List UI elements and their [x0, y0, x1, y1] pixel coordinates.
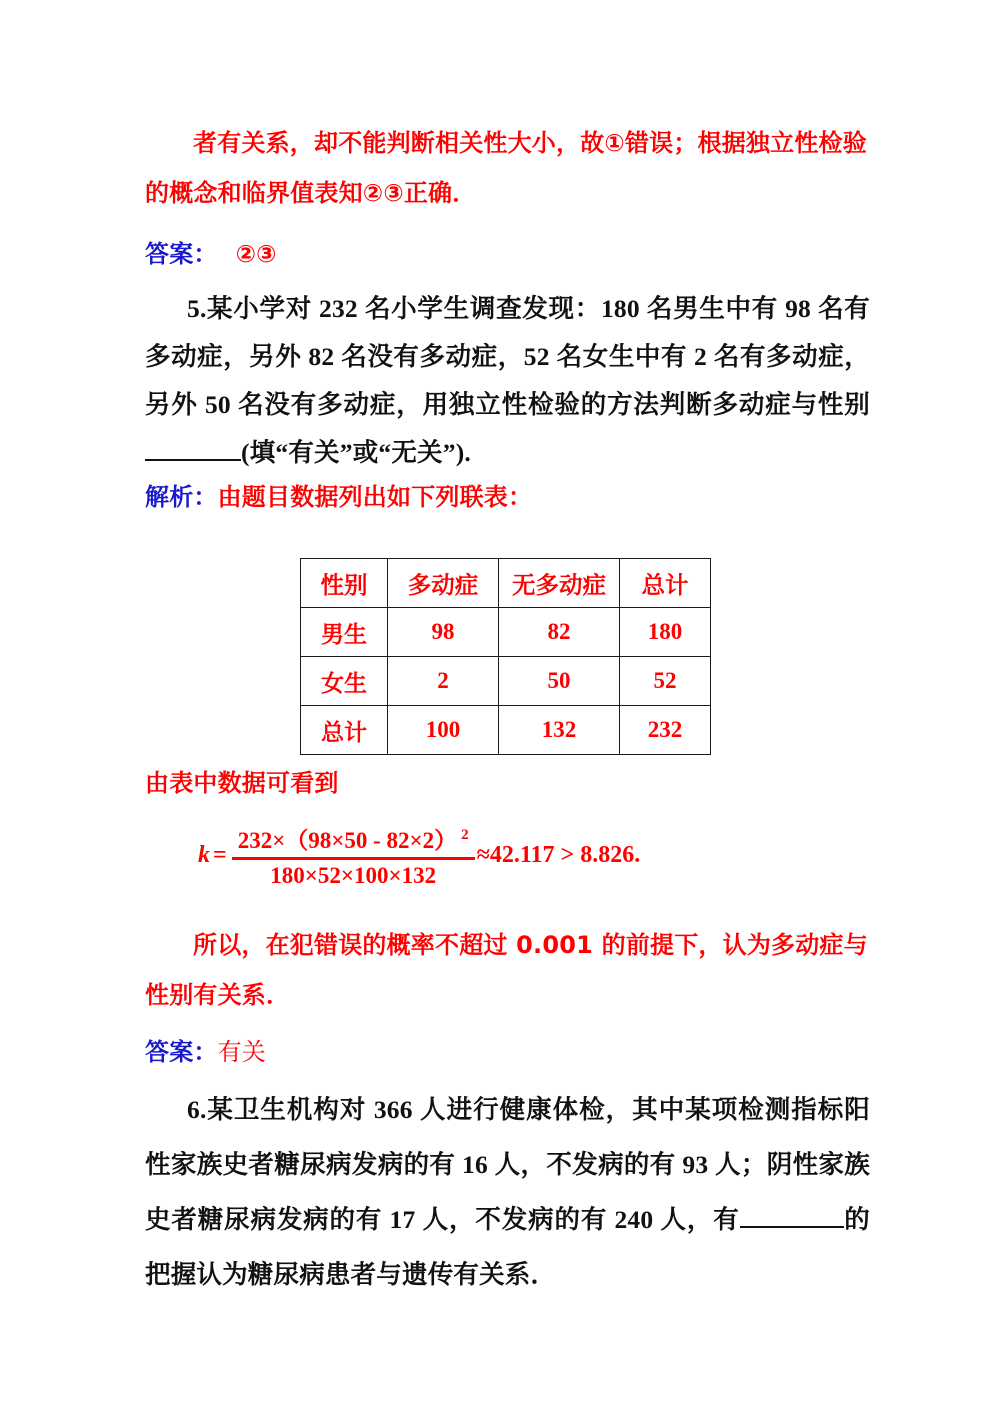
solution-5-conclusion [145, 920, 870, 1020]
table-row [301, 608, 711, 657]
answer-label-5: 答案： [145, 1038, 218, 1066]
table-row [301, 657, 711, 706]
question-5-blank[interactable] [145, 459, 241, 461]
table-row [301, 706, 711, 755]
table-header-cell: 总计 [620, 559, 711, 608]
answer-label-4: 答案： [145, 240, 218, 268]
answer-block-5 [145, 1030, 870, 1075]
formula-fraction [232, 822, 475, 889]
table-cell: 132 [499, 706, 620, 755]
table-header-row [301, 559, 711, 608]
answer-value-5: 有关 [217, 1038, 267, 1066]
answer-block-4 [145, 232, 870, 277]
table-cell: 100 [388, 706, 499, 755]
formula-numerator-exponent: 2 [461, 827, 469, 844]
question-5-text-after-blank: (填“有关”或“无关”). [241, 438, 471, 467]
solution-after-table-text: 由表中数据可看到 [145, 769, 339, 797]
solution-5-lead-line [145, 475, 870, 520]
chi-square-formula [198, 822, 640, 889]
analysis-continued-paragraph [145, 118, 870, 218]
formula-equals: = [213, 841, 227, 868]
solution-after-table-line [145, 763, 870, 803]
answer-value-4: ②③ [235, 240, 277, 268]
table-cell: 98 [388, 608, 499, 657]
contingency-table-wrapper [300, 558, 711, 755]
table-cell: 232 [620, 706, 711, 755]
question-5 [145, 285, 870, 477]
table-header-cell: 性别 [301, 559, 388, 608]
solution-conclusion-text: 所以，在犯错误的概率不超过 0.001 的前提下，认为多动症与性别有关系． [145, 931, 868, 1009]
question-6-text-after-blank: 的把握认为糖尿病患者与遗传有关系． [145, 1205, 870, 1289]
question-6-text-before-blank: 某卫生机构对 366 人进行健康体检，其中某项检测指标阳性家族史者糖尿病发病的有 16 人，不发病的有 93 人；阴性家族史者糖尿病发病的有 17 人，不发病的有 240 人，有 [145, 1095, 870, 1234]
table-cell: 2 [388, 657, 499, 706]
solution-lead-text: 由题目数据列出如下列联表： [217, 483, 533, 511]
table-cell: 50 [499, 657, 620, 706]
question-6-number: 6. [187, 1095, 207, 1124]
table-cell: 180 [620, 608, 711, 657]
question-6 [145, 1082, 870, 1302]
formula-lhs: k [198, 841, 210, 868]
formula-numerator-line [232, 822, 475, 857]
contingency-table [300, 558, 711, 755]
table-header-cell: 无多动症 [499, 559, 620, 608]
question-5-text-before-blank: 某小学对 232 名小学生调查发现：180 名男生中有 98 名有多动症，另外 82 名没有多动症，52 名女生中有 2 名有多动症，另外 50 名没有多动症，用独立性检验的方法判断多动症与性别 [145, 294, 870, 419]
table-header-cell: 多动症 [388, 559, 499, 608]
analysis-line-1: 者有关系，却不能判断相关性大小，故①错误；根据独立性检验 [193, 129, 867, 157]
table-row-label: 男生 [301, 608, 388, 657]
formula-numerator: 232×（98×50 - 82×2） [237, 828, 458, 853]
formula-denominator: 180×52×100×132 [270, 862, 437, 888]
table-cell: 82 [499, 608, 620, 657]
formula-result: ≈42.117 > 8.826. [476, 841, 641, 868]
question-5-number: 5. [187, 294, 207, 323]
question-6-blank[interactable] [740, 1226, 844, 1228]
solution-label: 解析： [145, 483, 218, 511]
table-row-label: 总计 [301, 706, 388, 755]
analysis-line-2: 的概念和临界值表知②③正确． [145, 179, 477, 207]
table-row-label: 女生 [301, 657, 388, 706]
table-cell: 52 [620, 657, 711, 706]
